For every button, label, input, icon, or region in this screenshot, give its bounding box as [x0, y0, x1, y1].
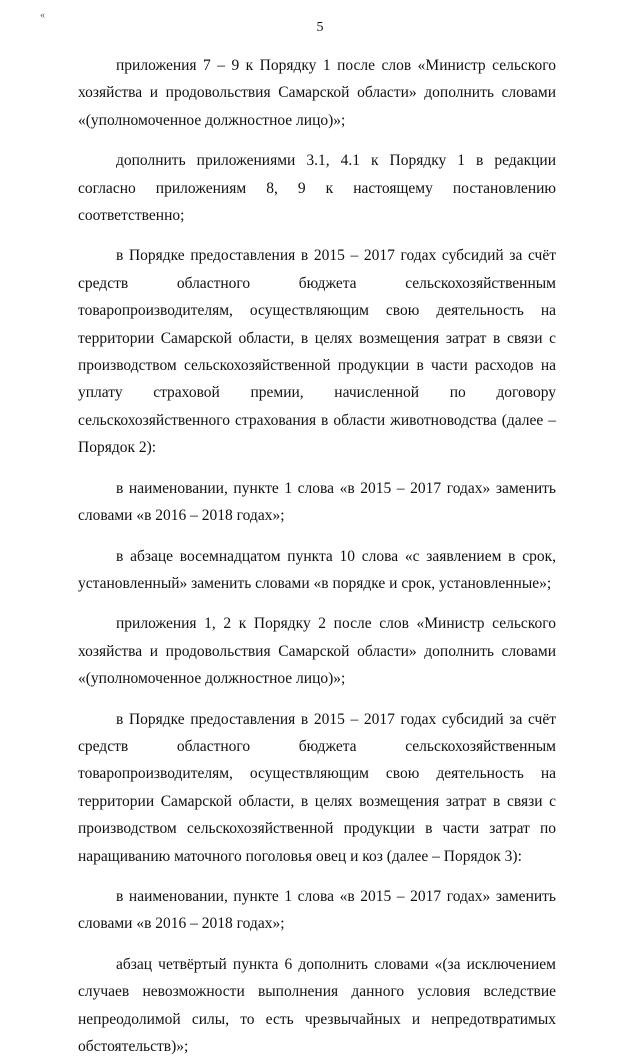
paragraph: в Порядке предоставления в 2015 – 2017 годах субсидий за счёт средств областного бюджета сельскохозяйственным товаропроизводителям, осуществляющим свою деятельность на территории Самарской области, в целях возмещения затрат в связи с производством сельскохозяйственной продукции в части расходов на уплату страховой премии, начисленной по договору сельскохозяйственного страхования в области животноводства (далее – Порядок 2):	[78, 247, 556, 457]
paragraph: приложения 7 – 9 к Порядку 1 после слов «Министр сельского хозяйства и продовольствия Самарской области» дополнить словами «(уполномоченное должностное лицо)»;	[78, 57, 556, 129]
corner-mark: «	[40, 10, 45, 21]
paragraph: в Порядке предоставления в 2015 – 2017 годах субсидий за счёт средств областного бюджета сельскохозяйственным товаропроизводителям, осуществляющим свою деятельность на территории Самарской области, в целях возмещения затрат в связи с производством сельскохозяйственной продукции в части затрат по наращиванию маточного поголовья овец и коз (далее – Порядок 3):	[78, 710, 556, 865]
paragraph: в абзаце восемнадцатом пункта 10 слова «с заявлением в срок, установленный» заменить словами «в порядке и срок, установленные»;	[78, 547, 556, 592]
paragraph: абзац четвёртый пункта 6 дополнить словами «(за исключением случаев невозможности выполнения данного условия вследствие непреодолимой силы, то есть чрезвычайных и непредотвратимых обстоятельств)»;	[78, 955, 556, 1055]
paragraph: приложения 1, 2 к Порядку 2 после слов «Министр сельского хозяйства и продовольствия Самарской области» дополнить словами «(уполномоченное должностное лицо)»;	[78, 615, 556, 688]
paragraph: в наименовании, пункте 1 слова «в 2015 – 2017 годах» заменить словами «в 2016 – 2018 годах»;	[78, 479, 556, 525]
page-number: 5	[316, 20, 324, 35]
document-body	[78, 52, 556, 1060]
paragraph: в наименовании, пункте 1 слова «в 2015 – 2017 годах» заменить словами «в 2016 – 2018 годах»;	[78, 887, 556, 933]
paragraph: дополнить приложениями 3.1, 4.1 к Порядку 1 в редакции согласно приложениям 8, 9 к настоящему постановлению соответственно;	[78, 152, 556, 225]
